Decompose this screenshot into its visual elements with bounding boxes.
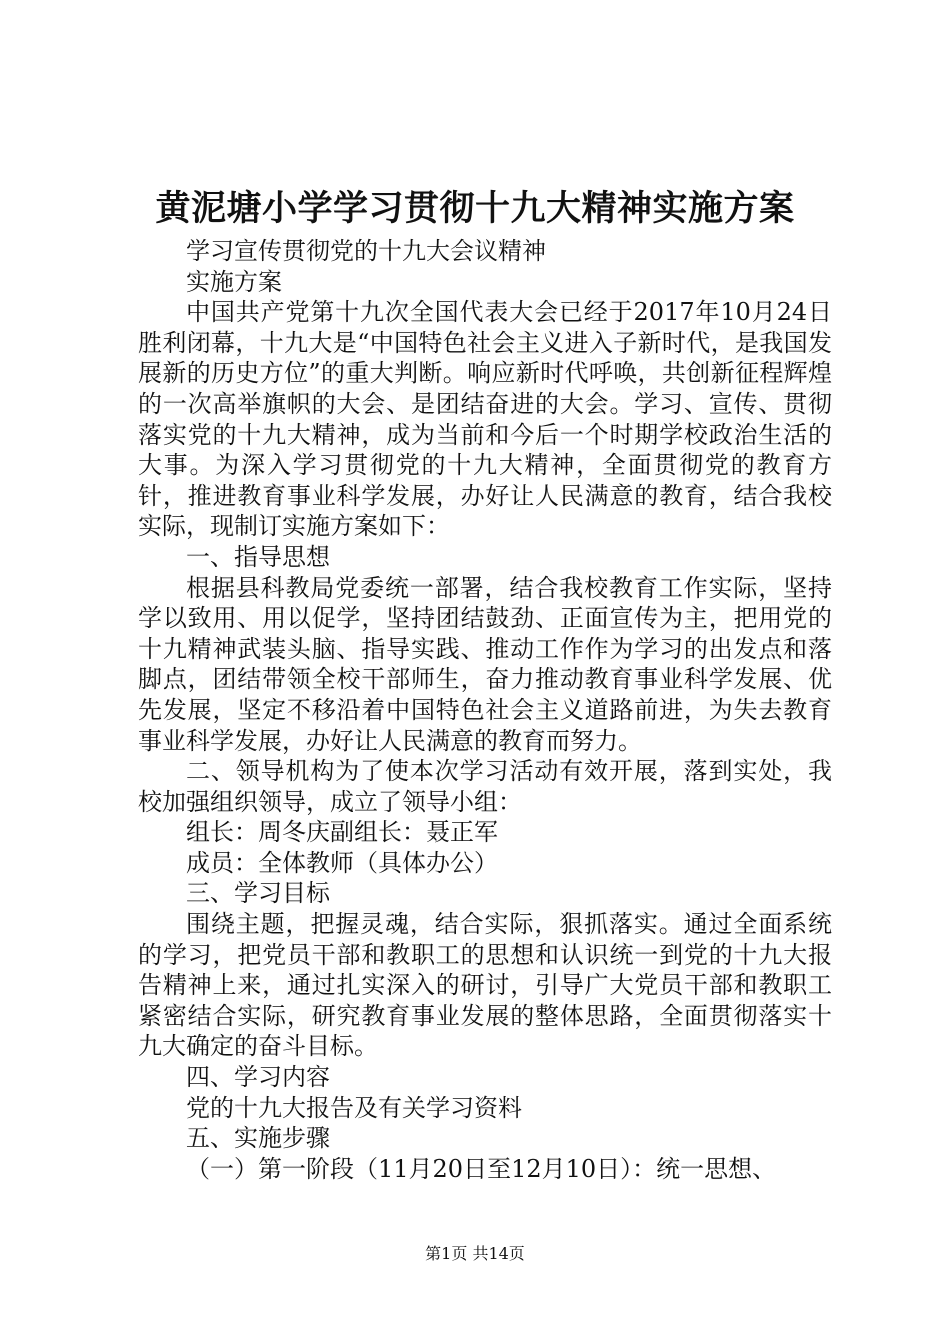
body-paragraph: 党的十九大报告及有关学习资料 (186, 1093, 522, 1122)
body-paragraph: 中国共产党第十九次全国代表大会已经于2017年10月24日胜利闭幕，十九大是“中国特色社会主义进入子新时代，是我国发展新的历史方位”的重大判断。响应新时代呼唤，共创新征程辉煌的一次高举旗帜的大会、是团结奋进的大会。学习、宣传、贯彻落实党的十九大精神，成为当前和今后一个时期学校政治生活的大事。为深入学习贯彻党的十九大精神，全面贯彻党的教育方针，推进教育事业科学发展，办好让人民满意的教育，结合我校实际，现制订实施方案如下： (138, 298, 832, 541)
body-paragraph: （一）第一阶段（11月20日至12月10日）：统一思想、 (186, 1154, 777, 1183)
page-number-footer: 第1页 共14页 (425, 1244, 525, 1263)
section-heading: 五、实施步骤 (186, 1124, 330, 1153)
section-heading: 三、学习目标 (186, 879, 330, 908)
body-paragraph: 二、领导机构为了使本次学习活动有效开展，落到实处，我校加强组织领导，成立了领导小组： (138, 757, 832, 816)
section-heading: 四、学习内容 (186, 1063, 330, 1092)
document-body (138, 236, 832, 1184)
subtitle-line: 学习宣传贯彻党的十九大会议精神 (186, 237, 546, 265)
body-paragraph: 成员：全体教师（具体办公） (186, 848, 498, 877)
body-paragraph: 围绕主题，把握灵魂，结合实际，狠抓落实。通过全面系统的学习，把党员干部和教职工的思想和认识统一到党的十九大报告精神上来，通过扎实深入的研讨，引导广大党员干部和教职工紧密结合实际，研究教育事业发展的整体思路，全面贯彻落实十九大确定的奋斗目标。 (138, 910, 832, 1061)
subtitle-line: 实施方案 (186, 267, 282, 296)
body-paragraph: 组长：周冬庆副组长：聂正军 (186, 818, 498, 847)
section-heading: 一、指导思想 (186, 542, 330, 571)
body-paragraph: 根据县科教局党委统一部署，结合我校教育工作实际，坚持学以致用、用以促学，坚持团结鼓劲、正面宣传为主，把用党的十九精神武装头脑、指导实践、推动工作作为学习的出发点和落脚点，团结带领全校干部师生，奋力推动教育事业科学发展、优先发展，坚定不移沿着中国特色社会主义道路前进，为失去教育事业科学发展，办好让人民满意的教育而努力。 (138, 573, 832, 755)
document-title: 黄泥塘小学学习贯彻十九大精神实施方案 (155, 188, 795, 229)
